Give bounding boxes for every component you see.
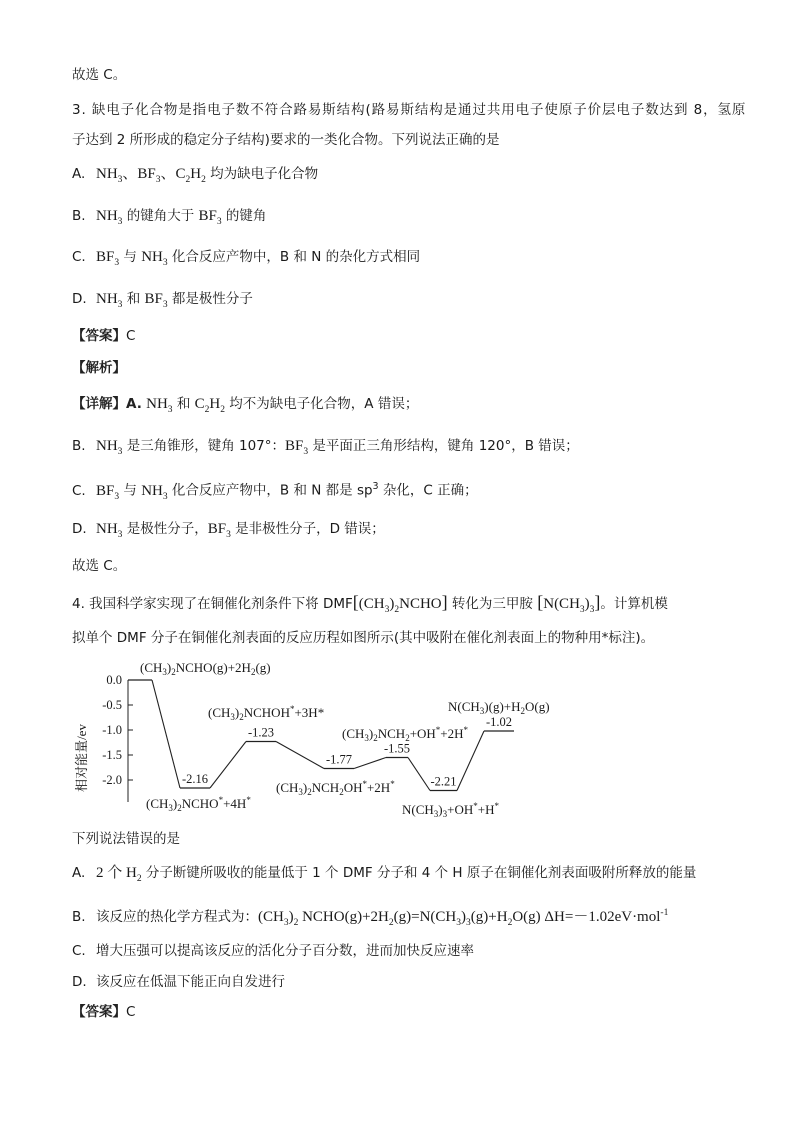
energy-value-label: -1.77 bbox=[325, 752, 353, 767]
formula-text: (CH bbox=[358, 596, 385, 612]
option-tag: C. bbox=[72, 943, 86, 959]
formula bbox=[144, 291, 168, 310]
subscript: 2 bbox=[204, 405, 210, 415]
subscript: 3 bbox=[466, 918, 471, 928]
subscript: 3 bbox=[117, 217, 123, 227]
subscript: 3 bbox=[579, 605, 585, 615]
stem-text: 。计算机模 bbox=[600, 596, 668, 612]
bracket-close: ] bbox=[441, 592, 448, 612]
energy-value-label: -1.02 bbox=[485, 715, 513, 729]
formula-text: N(CH bbox=[543, 596, 580, 612]
energy-value-label: -2.16 bbox=[181, 772, 209, 786]
formula-text: NH bbox=[96, 208, 118, 224]
subscript: 3 bbox=[226, 530, 231, 540]
species-label-nch2oh: $(CH_3)_2NCH_2OH^*+2H^*$ bbox=[276, 779, 395, 797]
superscript: 3 bbox=[372, 481, 379, 492]
subscript: 3 bbox=[117, 175, 123, 185]
formula-text: ) bbox=[389, 596, 395, 612]
formula bbox=[96, 438, 123, 457]
stem-text: 4. 我国科学家实现了在铜催化剂条件下将 DMF bbox=[72, 596, 353, 612]
formula-text: BF bbox=[96, 249, 115, 265]
energy-value-label: -1.23 bbox=[247, 725, 275, 740]
option-text: 该反应在低温下能正向自发进行 bbox=[96, 974, 285, 990]
q4-option-c bbox=[72, 942, 474, 960]
formula bbox=[96, 166, 206, 185]
q3-conclusion: 故选 C。 bbox=[72, 558, 127, 574]
formula bbox=[141, 482, 168, 502]
detail-label: 【详解】A. bbox=[72, 396, 142, 412]
energy-value-label: -1.55 bbox=[383, 741, 411, 756]
q3-analysis-label bbox=[72, 359, 126, 377]
formula-text: O(g) ΔH=－1.02eV·mol bbox=[512, 909, 661, 925]
species-label-initial: $(CH_3)_2NCHO(g)+2H_2(g)$ bbox=[140, 660, 271, 677]
subscript: 2 bbox=[185, 175, 191, 185]
subscript: 3 bbox=[384, 605, 390, 615]
species-label-nme3-oh: $N(CH_3)_3+OH^*+H^*$ bbox=[402, 801, 499, 819]
subscript: 2 bbox=[201, 175, 206, 185]
formula-text: (CH bbox=[258, 909, 284, 925]
bracket-open: [ bbox=[537, 592, 544, 612]
q4-option-d bbox=[72, 973, 285, 991]
q4-stem-line2: 拟单个 DMF 分子在铜催化剂表面的反应历程如图所示(其中吸附在催化剂表面上的物种用*标注)。 bbox=[72, 630, 655, 646]
option-text: 和 bbox=[122, 291, 145, 307]
option-text: 化合反应产物中，B 和 N 的杂化方式相同 bbox=[167, 249, 421, 265]
formula bbox=[96, 521, 123, 540]
option-text: 杂化，C 正确； bbox=[378, 482, 478, 499]
option-text: 该反应的热化学方程式为： bbox=[96, 909, 258, 925]
species-label-nchoh: $(CH_3)_2NCHOH^*+3H*$ bbox=[208, 704, 325, 722]
subscript: 2 bbox=[388, 918, 394, 928]
stem-text: 转化为三甲胺 bbox=[447, 596, 538, 612]
formula-text: BF bbox=[96, 482, 115, 499]
q4-question: 下列说法错误的是 bbox=[72, 831, 180, 847]
subscript: 3 bbox=[117, 447, 123, 457]
formula bbox=[543, 596, 595, 615]
energy-connector bbox=[354, 758, 386, 769]
answer-value: C bbox=[126, 1004, 136, 1020]
conclusion-line: 故选 C。 bbox=[72, 67, 127, 83]
formula-text: C bbox=[194, 396, 205, 412]
y-tick-label: -1.0 bbox=[102, 723, 122, 737]
subscript: 3 bbox=[117, 300, 123, 310]
subscript: 2 bbox=[293, 918, 299, 928]
q4-stem-line1 bbox=[72, 593, 668, 619]
option-tag: C. bbox=[72, 249, 86, 265]
subscript: 3 bbox=[162, 491, 168, 502]
formula bbox=[96, 865, 142, 884]
formula bbox=[358, 596, 442, 615]
formula-text: ) bbox=[461, 909, 467, 925]
formula bbox=[285, 438, 309, 457]
subscript: 3 bbox=[216, 217, 222, 227]
y-tick-label: 0.0 bbox=[106, 673, 122, 687]
bracket-open: [ bbox=[352, 592, 359, 612]
formula bbox=[194, 396, 225, 415]
subscript: 3 bbox=[456, 918, 462, 928]
option-text: 增大压强可以提高该反应的活化分子百分数，进而加快反应速率 bbox=[96, 943, 474, 959]
option-text: 是三角锥形，键角 107°： bbox=[122, 438, 286, 454]
formula bbox=[146, 396, 173, 415]
subscript: 3 bbox=[283, 918, 289, 928]
subscript: 2 bbox=[394, 605, 400, 615]
subscript: 2 bbox=[136, 874, 142, 884]
y-tick-label: -2.0 bbox=[102, 773, 122, 787]
q3-stem-line1: 3. 缺电子化合物是指电子数不符合路易斯结构(路易斯结构是通过共用电子使原子价层电子数达到 8，氢原 bbox=[72, 102, 747, 118]
energy-value-label: -2.21 bbox=[430, 774, 457, 789]
option-tag: A. bbox=[72, 865, 86, 881]
option-text: 均不为缺电子化合物，A 错误； bbox=[225, 396, 419, 412]
option-tag: D. bbox=[72, 521, 87, 537]
formula-text: NH bbox=[96, 521, 118, 537]
subscript: 3 bbox=[114, 491, 120, 502]
formula bbox=[258, 908, 669, 928]
answer-label: 【答案】 bbox=[72, 328, 126, 344]
formula-text: NH bbox=[96, 438, 118, 454]
formula-text: ) bbox=[288, 909, 294, 925]
formula-text: (g)=N(CH bbox=[393, 909, 457, 925]
option-tag: B. bbox=[72, 909, 86, 925]
option-text: 和 bbox=[172, 396, 195, 412]
formula-text: H bbox=[190, 166, 202, 182]
formula-text: H bbox=[209, 396, 221, 412]
option-text: 化合反应产物中，B 和 N 都是 sp bbox=[167, 482, 373, 499]
subscript: 3 bbox=[589, 605, 595, 615]
energy-connector bbox=[276, 742, 324, 769]
superscript: -1 bbox=[660, 908, 669, 918]
formula bbox=[96, 208, 123, 227]
subscript: 3 bbox=[167, 405, 173, 415]
energy-connector bbox=[408, 758, 430, 791]
option-tag: A. bbox=[72, 166, 86, 182]
option-text: 的键角 bbox=[221, 208, 267, 224]
option-tag: D. bbox=[72, 974, 87, 990]
option-text: 是非极性分子，D 错误； bbox=[230, 521, 385, 537]
q3-option-a bbox=[72, 165, 318, 189]
species-label-final: $N(CH_3)(g)+H_2O(g)$ bbox=[448, 699, 550, 716]
option-tag: B. bbox=[72, 208, 86, 224]
y-tick-label: -1.5 bbox=[102, 748, 122, 762]
answer-value: C bbox=[126, 328, 136, 344]
subscript: 3 bbox=[117, 530, 123, 540]
option-text: 都是极性分子 bbox=[167, 291, 253, 307]
species-label-nch2-oh: $(CH_3)_2NCH_2+OH^*+2H^*$ bbox=[342, 725, 469, 743]
option-text: 是极性分子， bbox=[122, 521, 208, 537]
formula-text: NH bbox=[96, 166, 118, 182]
formula bbox=[198, 208, 222, 227]
option-tag: D. bbox=[72, 291, 87, 307]
formula-text: BF bbox=[207, 521, 227, 537]
option-text: 是平面正三角形结构，键角 120°，B 错误； bbox=[308, 438, 579, 454]
option-text: 的键角大于 bbox=[122, 208, 199, 224]
subscript: 2 bbox=[220, 405, 225, 415]
formula-text: NCHO bbox=[399, 596, 442, 612]
y-axis-label: 相对能量/ev bbox=[74, 724, 89, 792]
formula-text: BF bbox=[198, 208, 217, 224]
formula-text: NH bbox=[141, 482, 163, 499]
energy-connector bbox=[210, 742, 246, 789]
subscript: 3 bbox=[162, 258, 168, 268]
formula-text: NH bbox=[96, 291, 118, 307]
energy-connector bbox=[152, 680, 180, 788]
q3-explain-d bbox=[72, 520, 385, 544]
q3-stem-line2: 子达到 2 所形成的稳定分子结构)要求的一类化合物。下列说法正确的是 bbox=[72, 132, 500, 148]
formula-text: 、BF bbox=[122, 166, 156, 182]
subscript: 3 bbox=[155, 175, 161, 185]
formula bbox=[96, 482, 120, 502]
subscript: 2 bbox=[507, 918, 513, 928]
formula bbox=[96, 291, 123, 310]
subscript: 3 bbox=[162, 300, 168, 310]
option-text: 分子断键所吸收的能量低于 1 个 DMF 分子和 4 个 H 原子在铜催化剂表面吸附所释放的能量 bbox=[141, 865, 697, 881]
formula-text: (g)+H bbox=[470, 909, 508, 925]
answer-label: 【答案】 bbox=[72, 1004, 126, 1020]
q4-answer bbox=[72, 1003, 135, 1021]
option-tag: C. bbox=[72, 482, 86, 499]
option-text: 与 bbox=[119, 249, 142, 265]
option-text: 均为缺电子化合物 bbox=[205, 166, 319, 182]
species-label-adsorbed-dmf: $(CH_3)_2NCHO^*+4H^*$ bbox=[146, 795, 251, 813]
q3-option-d bbox=[72, 290, 253, 314]
formula-text: NH bbox=[141, 249, 163, 265]
formula-text: BF bbox=[285, 438, 304, 454]
formula bbox=[207, 521, 231, 540]
y-tick-label: -0.5 bbox=[102, 698, 122, 712]
q3-answer bbox=[72, 327, 135, 345]
bracket-close: ] bbox=[594, 592, 601, 612]
formula-text: 、C bbox=[160, 166, 186, 182]
analysis-label: 【解析】 bbox=[72, 360, 126, 376]
formula-text: NH bbox=[146, 396, 168, 412]
formula-text: BF bbox=[144, 291, 163, 307]
subscript: 3 bbox=[303, 447, 309, 457]
option-tag: B. bbox=[72, 438, 86, 454]
q3-explain-c bbox=[72, 478, 478, 506]
q3-detail-a bbox=[72, 395, 418, 419]
option-text: 与 bbox=[119, 482, 142, 499]
formula-text: 2 个 H bbox=[96, 865, 137, 881]
q4-option-b bbox=[72, 904, 668, 932]
formula bbox=[141, 249, 168, 268]
formula-text: ) bbox=[584, 596, 590, 612]
q3-option-b bbox=[72, 207, 266, 231]
q3-option-c bbox=[72, 248, 420, 272]
energy-profile-chart bbox=[72, 650, 592, 820]
q3-explain-b bbox=[72, 437, 579, 461]
formula-text: NCHO(g)+2H bbox=[298, 909, 389, 925]
q4-option-a bbox=[72, 864, 696, 888]
formula bbox=[96, 249, 120, 268]
subscript: 3 bbox=[114, 258, 120, 268]
